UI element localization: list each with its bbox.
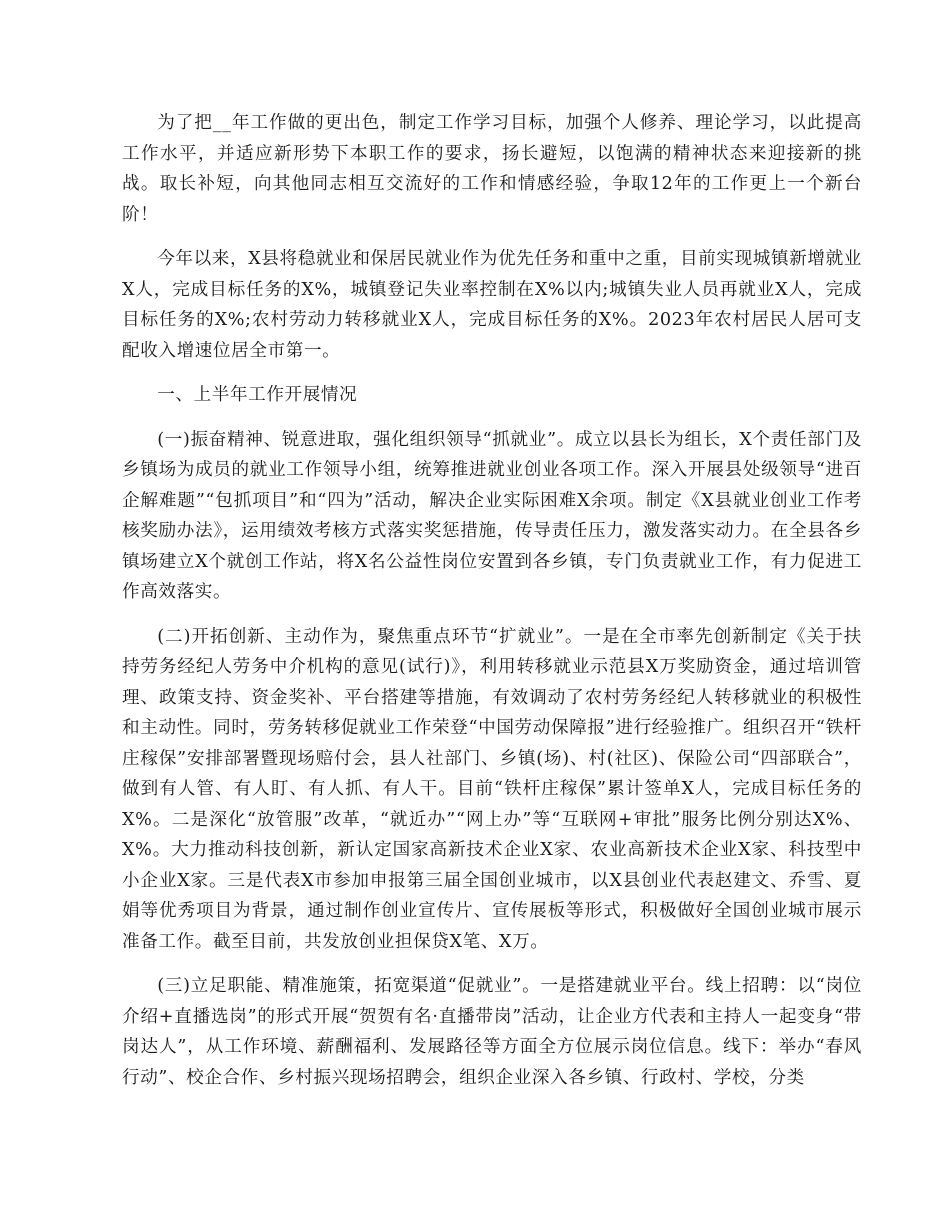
section-2-paragraph: (二)开拓创新、主动作为，聚焦重点环节“扩就业”。一是在全市率先创新制定《关于扶持劳务经纪人劳务中介机构的意见(试行)》，利用转移就业示范县X万奖励资金，通过培训管理、政策支持、资金奖补、平台搭建等措施，有效调动了农村劳务经纪人转移就业的积极性和主动性。同时，劳务转移促就业工作荣登“中国劳动保障报”进行经验推广。组织召开“铁杆庄稼保”安排部署暨现场赔付会，县人社部门、乡镇(场)、村(社区)、保险公司“四部联合”，做到有人管、有人盯、有人抓、有人干。目前“铁杆庄稼保”累计签单X人，完成目标任务的X%。二是深化“放管服”改革，“就近办”“网上办”等“互联网+审批”服务比例分别达X%、X%。大力推动科技创新，新认定国家高新技术企业X家、农业高新技术企业X家、科技型中小企业X家。三是代表X市参加申报第三届全国创业城市，以X县创业代表赵建文、乔雪、夏娟等优秀项目为背景，通过制作创业宣传片、宣传展板等形式，积极做好全国创业城市展示准备工作。截至目前，共发放创业担保贷X笔、X万。	[122, 626, 862, 952]
section-1-paragraph: (一)振奋精神、锐意进取，强化组织领导“抓就业”。成立以县长为组长，X个责任部门及乡镇场为成员的就业工作领导小组，统筹推进就业创业各项工作。深入开展县处级领导“进百企解难题”“包抓项目”和“四为”活动，解决企业实际困难X余项。制定《X县就业创业工作考核奖励办法》，运用绩效考核方式落实奖惩措施，传导责任压力，激发落实动力。在全县各乡镇场建立X个就创工作站，将X名公益性岗位安置到各乡镇，专门负责就业工作，有力促进工作高效落实。	[122, 429, 862, 602]
employment-summary-paragraph: 今年以来，X县将稳就业和保居民就业作为优先任务和重中之重，目前实现城镇新增就业X人，完成目标任务的X%，城镇登记失业率控制在X%以内;城镇失业人员再就业X人，完成目标任务的X%;农村劳动力转移就业X人，完成目标任务的X%。2023年农村居民人居可支配收入增速位居全市第一。	[122, 249, 862, 361]
section-heading: 一、上半年工作开展情况	[157, 385, 358, 405]
intro-paragraph: 为了把__年工作做的更出色，制定工作学习目标，加强个人修养、理论学习，以此提高工作水平，并适应新形势下本职工作的要求，扬长避短，以饱满的精神状态来迎接新的挑战。取长补短，向其他同志相互交流好的工作和情感经验，争取12年的工作更上一个新台阶！	[122, 113, 862, 225]
section-3-paragraph: (三)立足职能、精准施策，拓宽渠道“促就业”。一是搭建就业平台。线上招聘：以“岗位介绍+直播选岗”的形式开展“贺贺有名·直播带岗”活动，让企业方代表和主持人一起变身“带岗达人”，从工作环境、薪酬福利、发展路径等方面全方位展示岗位信息。线下：举办“春风行动”、校企合作、乡村振兴现场招聘会，组织企业深入各乡镇、行政村、学校，分类	[122, 976, 862, 1088]
